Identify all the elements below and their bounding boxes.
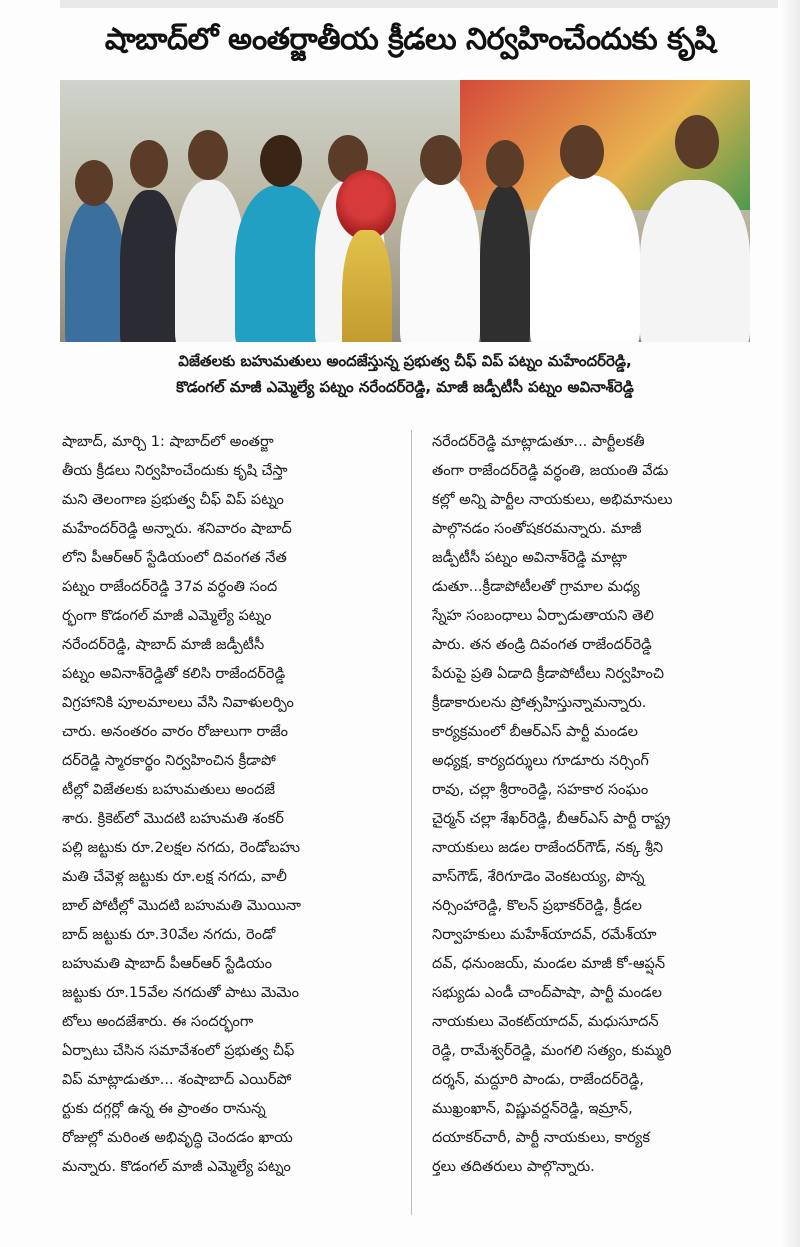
article-line: లోని పీఆర్ఆర్ స్టేడియంలో దివంగత నేత [62, 550, 287, 566]
photo-caption [60, 342, 750, 406]
photo-person-head [560, 125, 604, 179]
photo-person-head [675, 115, 719, 169]
article-line: నాయకులు వెంకట్‌యాదవ్, మధుసూదన్ [432, 1014, 659, 1030]
column-divider [411, 430, 412, 1215]
article-line: క్రీడాకారులను ప్రోత్సహిస్తున్నామన్నారు. [432, 695, 647, 711]
article-line: నరేందర్‌రెడ్డి మాట్లాడుతూ... పార్టీలకతీ [432, 434, 645, 450]
article-line: వాస్‌గౌడ్, శేరిగూడెం వెంకటయ్య, పొన్న [432, 869, 645, 885]
photo-person [400, 175, 480, 342]
article-line: బహుమతి షాబాద్ పీఆర్ఆర్ స్టేడియం [62, 956, 273, 972]
article-line: రోజుల్లో మరింత అభివృద్ధి చెందడం ఖాయ [62, 1130, 293, 1146]
article-line: శారు. క్రికెట్‌లో మొదటి బహుమతి శంకర్ [62, 811, 284, 827]
article-line: పట్నం రాజేందర్‌రెడ్డి 37వ వర్ధంతి సంద [62, 579, 278, 595]
article-line: పట్నం అవినాశ్‌రెడ్డితో కలిసి రాజేందర్‌రెడ్డి [62, 666, 286, 682]
article-line: ఏర్పాటు చేసిన సమావేశంలో ప్రభుత్వ చీఫ్ [62, 1043, 295, 1059]
article-line: సభ్యుడు ఎండీ చాంద్‌పాషా, పార్టీ మండల [432, 985, 662, 1001]
photo-person-head [130, 140, 168, 188]
photo-person [480, 185, 530, 342]
article-line: రావు, చల్లా శ్రీరాంరెడ్డి, సహకార సంఘం [432, 782, 649, 798]
article-line: ర్భంగా కొడంగల్ మాజీ ఎమ్మెల్యే పట్నం [62, 608, 272, 624]
photo-person-head [486, 140, 524, 188]
article-line: నిర్వాహకులు మహేశ్‌యాదవ్, రమేశ్‌యా [432, 927, 657, 943]
article-line: విప్ మాట్లాడుతూ... శంషాబాద్ ఎయిర్‌పో [62, 1072, 292, 1088]
article-line: దయాకర్‌చారీ, పార్టీ నాయకులు, కార్యక [432, 1130, 650, 1146]
article-line: ముఖ్రంఖాన్, విష్ణువర్దన్‌రెడ్డి, ఇమ్రాన్, [432, 1101, 633, 1117]
article-line: తీయ క్రీడలు నిర్వహించేందుకు కృషి చేస్తా [62, 463, 288, 479]
article-line: పల్లి జట్టుకు రూ.2లక్షల నగదు, రెండోబహు [62, 840, 300, 856]
article-column-right [432, 428, 764, 1182]
article-line: డుతూ...క్రీడాపోటీలతో గ్రామాల మధ్య [432, 579, 640, 595]
photo-person-head [260, 135, 302, 187]
photo-caption-line: కొడంగల్ మాజీ ఎమ్మెల్యే పట్నం నరేందర్‌రెడ్డి, మాజీ జడ్పీటీసీ పట్నం అవినాశ్‌రెడ్డి [176, 378, 634, 396]
article-column-left [62, 428, 394, 1182]
article-line: షాబాద్, మార్చి 1: షాబాద్‌లో అంతర్జా [62, 434, 274, 450]
article-line: బాల్ పోటీల్లో మొదటి బహుమతి మొయినా [62, 898, 301, 914]
clipping-top-edge [60, 0, 780, 8]
article-line: మహేందర్‌రెడ్డి అన్నారు. శనివారం షాబాద్ [62, 521, 292, 537]
article-line: బాద్ జట్టుకు రూ.30వేల నగదు, రెండో [62, 927, 276, 943]
article-line: దర్శన్, మద్దూరి పాండు, రాజేందర్‌రెడ్డి, [432, 1072, 644, 1088]
photo-person [530, 175, 640, 342]
article-line: చైర్మన్ చల్లా శేఖర్‌రెడ్డి, బీఆర్ఎస్ పార్టీ రాష్ట్ర [432, 811, 671, 827]
photo-person-head [188, 130, 228, 180]
article-line: కార్యక్రమంలో బీఆర్ఎస్ పార్టీ మండల [432, 724, 638, 740]
news-photo [60, 80, 750, 342]
article-line: పేరుపై ప్రతి ఏడాది క్రీడాపోటీలు నిర్వహించి [432, 666, 664, 682]
page-edge-shadow [778, 0, 800, 1247]
article-line: టీల్లో విజేతలకు బహుమతులు అందజే [62, 782, 275, 798]
photo-person [640, 180, 750, 342]
article-line: దవ్, ధనుంజయ్, మండల మాజీ కో-ఆప్షన్ [432, 956, 666, 972]
article-line: దర్‌రెడ్డి స్మారకార్థం నిర్వహించిన క్రీడాపో [62, 753, 276, 769]
article-line: అధ్యక్ష, కార్యదర్శులు గూడూరు నర్సింగ్ [432, 753, 649, 769]
article-line: జడ్పీటీసీ పట్నం అవినాశ్‌రెడ్డి మాట్లా [432, 550, 627, 566]
article-line: స్నేహ సంబంధాలు ఏర్పాడుతాయని తెలి [432, 608, 654, 624]
article-line: జట్టుకు రూ.15వేల నగదుతో పాటు మెమెం [62, 985, 299, 1001]
article-line: మతి చేవెళ్ల జట్టుకు రూ.లక్ష నగదు, వాలీ [62, 869, 287, 885]
article-line: విగ్రహానికి పూలమాలలు వేసి నివాళులర్పిం [62, 695, 294, 711]
article-line: చారు. అనంతరం వారం రోజులుగా రాజేం [62, 724, 289, 740]
article-line: నరేందర్‌రెడ్డి, షాబాద్ మాజీ జడ్పీటీసీ [62, 637, 265, 653]
article-line: ర్టుకు దగ్గర్లో ఉన్న ఈ ప్రాంతం రానున్న [62, 1101, 266, 1117]
photo-person [120, 190, 180, 342]
article-line: మని తెలంగాణ ప్రభుత్వ చీఫ్ విప్ పట్నం [62, 492, 284, 508]
photo-person-head [420, 135, 462, 185]
photo-person-head [75, 160, 113, 206]
article-line: కల్లో అన్ని పార్టీల నాయకులు, అభిమానులు [432, 492, 673, 508]
article-line: నాయకులు జడల రాజేందర్‌గౌడ్, నక్క శ్రీని [432, 840, 664, 856]
photo-person [65, 200, 125, 342]
trophy-icon [342, 230, 392, 342]
article-line: మన్నారు. కొడంగల్ మాజీ ఎమ్మెల్యే పట్నం [62, 1159, 291, 1175]
article-line: తంగా రాజేందర్‌రెడ్డి వర్ధంతి, జయంతి వేడు [432, 463, 669, 479]
photo-caption-line: విజేతలకు బహుమతులు అందజేస్తున్న ప్రభుత్వ చీఫ్ విప్ పట్నం మహేందర్‌రెడ్డి, [178, 352, 632, 370]
article-line: టోలు అందజేశారు. ఈ సందర్భంగా [62, 1014, 254, 1030]
article-line: పారు. తన తండ్రి దివంగత రాజేందర్‌రెడ్డి [432, 637, 652, 653]
article-line: నర్సింహారెడ్డి, కొలన్ ప్రభాకర్‌రెడ్డి, క్రీడల [432, 898, 642, 914]
article-line: ర్తలు తదితరులు పాల్గొన్నారు. [432, 1159, 595, 1175]
article-line: రెడ్డి, రామేశ్వర్‌రెడ్డి, మంగలి సత్యం, కుమ్మరి [432, 1043, 672, 1059]
headline: షాబాద్‌లో అంతర్జాతీయ క్రీడలు నిర్వహించేందుకు కృషి [104, 22, 716, 57]
article-line: పాల్గొనడం సంతోషకరమన్నారు. మాజీ [432, 521, 642, 537]
